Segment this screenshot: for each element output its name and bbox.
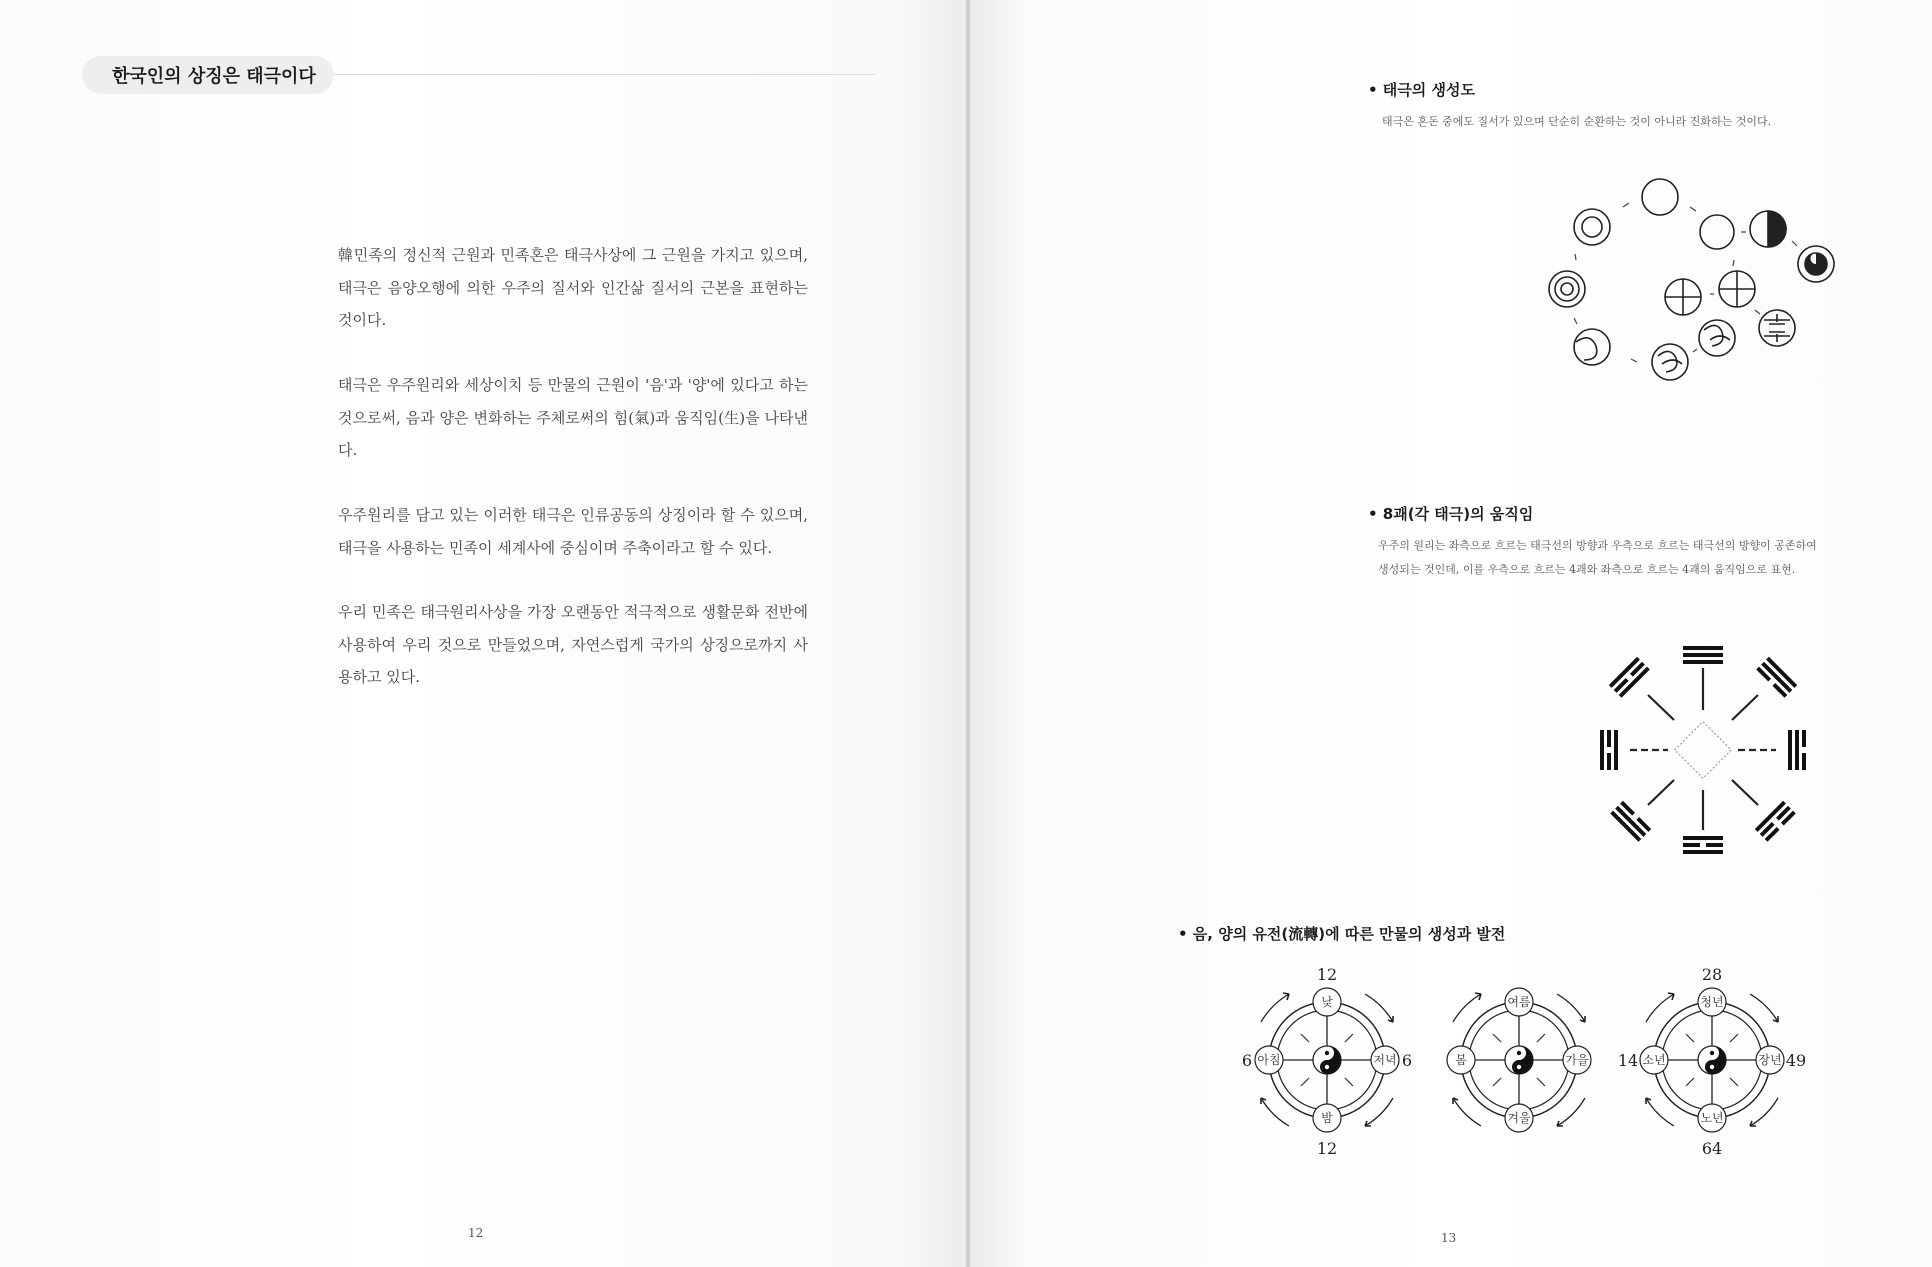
- swirl-circle-icon: [1652, 344, 1688, 380]
- center-diamond: [1675, 722, 1732, 779]
- empty-circle-icon: [1700, 215, 1734, 249]
- swirl-circle-icon: [1574, 329, 1610, 365]
- maze-circle-icon: [1759, 310, 1795, 346]
- section-title-taegeuk-generation: • 태극의 생성도: [1368, 81, 1475, 99]
- trigram-right-icon: [1788, 730, 1806, 770]
- wheel-label-top: 청년: [1700, 995, 1724, 1009]
- paragraph-1: 韓민족의 정신적 근원과 민족혼은 태극사상에 그 근원을 가지고 있으며, 태극은 음양오행에 의한 우주의 질서와 인간삶 질서의 근본을 표현하는 것이다.: [338, 246, 808, 329]
- wheel-number-left: 14: [1617, 1051, 1639, 1070]
- chapter-title-rule: [334, 74, 876, 75]
- trigram-bottom-right-icon: [1755, 801, 1796, 842]
- swirl-circle-icon: [1699, 320, 1735, 356]
- wheel-label-right: 저녁: [1373, 1053, 1397, 1067]
- wheel-label-left: 봄: [1455, 1053, 1467, 1067]
- wheel-number-right: 6: [1401, 1051, 1413, 1070]
- wheel-label-bottom: 겨울: [1507, 1111, 1531, 1125]
- double-circle-icon: [1574, 209, 1610, 245]
- crossed-circle-icon: [1665, 279, 1701, 315]
- wheel-day-cycle: [1242, 965, 1412, 1155]
- wheel-life-cycle: [1618, 965, 1806, 1155]
- trigram-bottom-icon: [1683, 836, 1723, 854]
- chapter-title: 한국인의 상징은 태극이다: [112, 66, 316, 87]
- section-description-line-2: 생성되는 것인데, 이를 우측으로 흐르는 4괘와 좌측으로 흐르는 4괘의 움직임으로 표현.: [1378, 563, 1796, 576]
- page-number-left: 12: [468, 1226, 484, 1240]
- wheel-number-top: 12: [1316, 965, 1338, 984]
- wheel-label-top: 여름: [1507, 995, 1531, 1009]
- paragraph-3: 우주원리를 담고 있는 이러한 태극은 인류공동의 상징이라 할 수 있으며, 태극을 사용하는 민족이 세계사에 중심이며 주축이라고 할 수 있다.: [338, 506, 808, 557]
- empty-circle-icon: [1642, 179, 1678, 215]
- wheel-number-right: 49: [1785, 1051, 1807, 1070]
- page-number-right: 13: [1441, 1231, 1457, 1245]
- trigram-top-left-icon: [1609, 657, 1650, 698]
- wheel-number-left: 6: [1241, 1051, 1253, 1070]
- yin-yang-ring-icon: [1798, 246, 1834, 282]
- trigram-bottom-left-icon: [1610, 801, 1651, 842]
- trigram-top-icon: [1683, 646, 1723, 664]
- wheel-label-left: 소년: [1642, 1053, 1666, 1067]
- wheel-number-top: 28: [1701, 965, 1723, 984]
- wheel-label-right: 가을: [1565, 1053, 1589, 1067]
- triple-circle-icon: [1549, 271, 1585, 307]
- trigram-left-icon: [1600, 730, 1618, 770]
- wheel-label-left: 아침: [1257, 1053, 1281, 1067]
- taegeuk-generation-diagram: [1540, 170, 1840, 390]
- wheel-label-bottom: 노년: [1700, 1111, 1724, 1125]
- eight-trigrams-diagram: [1590, 640, 1820, 860]
- wheel-label-right: 장년: [1758, 1053, 1782, 1067]
- wheel-number-bottom: 64: [1701, 1139, 1723, 1155]
- section-title-eight-trigrams: • 8괘(각 태극)의 움직임: [1368, 505, 1534, 523]
- paragraph-4: 우리 민족은 태극원리사상을 가장 오랜동안 적극적으로 생활문화 전반에 사용하여 우리 것으로 만들었으며, 자연스럽게 국가의 상징으로까지 사용하고 있다.: [338, 603, 808, 686]
- wheel-number-bottom: 12: [1316, 1139, 1338, 1155]
- crossed-circle-icon: [1719, 271, 1755, 307]
- paragraph-2: 태극은 우주원리와 세상이치 등 만물의 근원이 '음'과 '양'에 있다고 하는 것으로써, 음과 양은 변화하는 주체로써의 힘(氣)과 움직임(生)을 나타낸다.: [338, 376, 808, 459]
- yin-yang-cycle-wheels: [1230, 955, 1830, 1155]
- section-title-yin-yang-cycle: • 음, 양의 유전(流轉)에 따른 만물의 생성과 발전: [1178, 925, 1506, 943]
- section-description-line-1: 우주의 원리는 좌측으로 흐르는 태극선의 방향과 우측으로 흐르는 태극선의 방향이 공존하여: [1378, 539, 1817, 552]
- wheel-season-cycle: [1447, 988, 1591, 1132]
- section-description-taegeuk-generation: 태극은 혼돈 중에도 질서가 있으며 단순히 순환하는 것이 아니라 진화하는 것이다.: [1382, 115, 1772, 128]
- wheel-label-top: 낮: [1321, 995, 1333, 1009]
- half-circle-icon: [1750, 211, 1786, 247]
- trigram-top-right-icon: [1756, 657, 1797, 698]
- wheel-label-bottom: 밤: [1321, 1111, 1333, 1125]
- trigram-connectors: [1630, 668, 1776, 830]
